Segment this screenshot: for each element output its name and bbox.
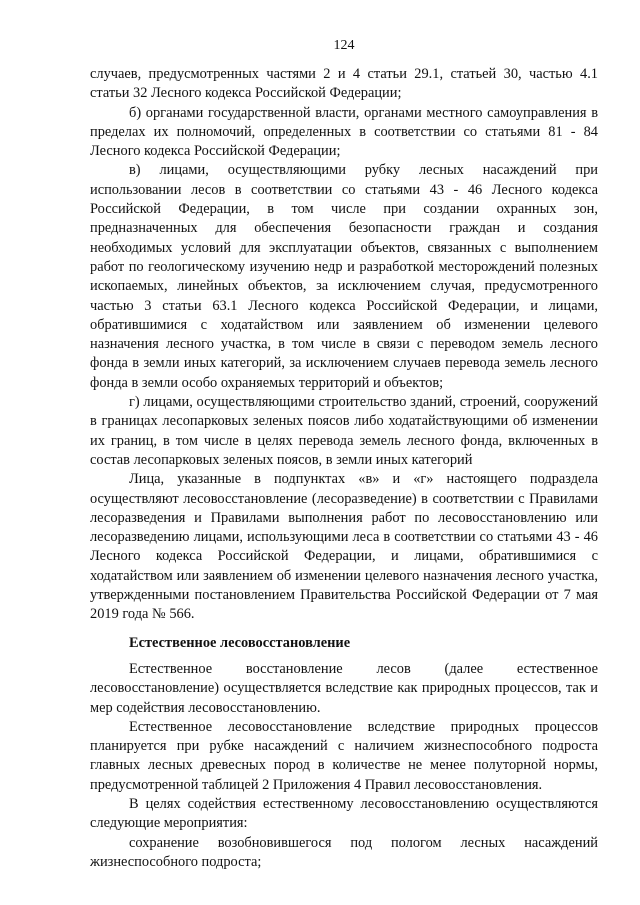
page-number: 124 xyxy=(333,38,355,53)
paragraph-assistance-measures: В целях содействия естественному лесовосстановлению осуществляются следующие мероприятия: xyxy=(90,795,598,832)
paragraph-item-g: г) лицами, осуществляющими строительство зданий, строений, сооружений в границах лесопарковых зеленых поясов либо ходатайствующими об изменении их границ, в том числе в целях перевода земель лесного фонда, включенных в состав лесопарковых зеленых поясов, в земли иных категорий xyxy=(90,394,598,468)
paragraph-undergrowth-preservation: сохранение возобновившегося под пологом лесных насаждений жизнеспособного подроста; xyxy=(90,834,598,870)
section-heading: Естественное лесовосстановление xyxy=(129,634,351,651)
paragraph-continuation: случаев, предусмотренных частями 2 и 4 статьи 29.1, статьей 30, частью 4.1 статьи 32 Лесного кодекса Российской Федерации; xyxy=(90,66,598,102)
paragraph-persons-reforestation: Лица, указанные в подпунктах «в» и «г» настоящего подраздела осуществляют лесовосстановление (лесоразведение) в соответствии с Правилами лесоразведения и Правилами выполнения работ по лесовосстановлению или лесоразведению лицами, использующими леса в соответствии со статьями 43 - 46 Лесного кодекса Российской Федерации, и лицами, обратившимися с ходатайством или заявлением об изменении целевого назначения лесного участка, утвержденными постановлением Правительства Российской Федерации от 7 мая 2019 года № 566. xyxy=(90,471,598,623)
document-body xyxy=(90,65,598,872)
paragraph-natural-restoration: Естественное восстановление лесов (далее естественное лесовосстановление) осуществляется вследствие как природных процессов, так и мер содействия лесовосстановлению. xyxy=(90,660,598,716)
paragraph-item-b: б) органами государственной власти, органами местного самоуправления в пределах их полномочий, определенных в соответствии со статьями 81 - 84 Лесного кодекса Российской Федерации; xyxy=(90,104,598,160)
paragraph-natural-processes: Естественное лесовосстановление вследствие природных процессов планируется при рубке насаждений с наличием жизнеспособного подроста главных лесных древесных пород в количестве не менее полуторной нормы, предусмотренной таблицей 2 Приложения 4 Правил лесовосстановления. xyxy=(90,718,598,793)
paragraph-item-v: в) лицами, осуществляющими рубку лесных насаждений при использовании лесов в соответствии со статьями 43 - 46 Лесного кодекса Российской Федерации, в том числе при создании охранных зон, предназначенных для обеспечения безопасности граждан и создания необходимых условий для эксплуатации объектов, связанных с выполнением работ по геологическому изучению недр и разработкой месторождений полезных ископаемых, линейных объектов, за исключением случая, предусмотренного частью 3 статьи 63.1 Лесного кодекса Российской Федерации, и лицами, обратившимися с ходатайством или заявлением об изменении целевого назначения лесного участка, в том числе в связи с переводом земель лесного фонда в земли иных категорий, за исключением случаев перевода земель лесного фонда в земли особо охраняемых территорий и объектов; xyxy=(90,162,598,391)
